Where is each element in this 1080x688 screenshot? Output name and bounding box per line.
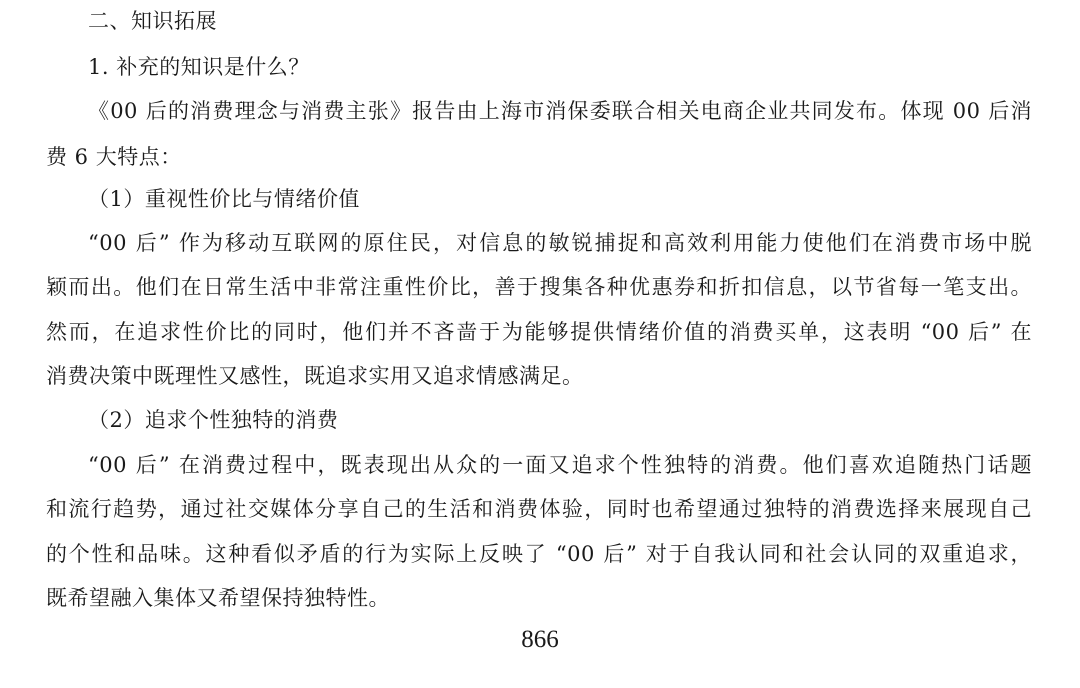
page-number: 866 [521, 626, 559, 653]
point2-paragraph-line: 和流行趋势，通过社交媒体分享自己的生活和消费体验，同时也希望通过独特的消费选择来展现自己 [46, 497, 1032, 521]
point2-paragraph-line: 既希望融入集体又希望保持独特性。 [46, 586, 390, 610]
point2-paragraph-line: 的个性和品味。这种看似矛盾的行为实际上反映了 “00 后” 对于自我认同和社会认同的双重追求， [46, 542, 1032, 566]
point1-paragraph-line: 颖而出。他们在日常生活中非常注重性价比，善于搜集各种优惠券和折扣信息，以节省每一笔支出。 [46, 275, 1032, 299]
point1-paragraph-line: “00 后” 作为移动互联网的原住民，对信息的敏锐捕捉和高效利用能力使他们在消费市场中脱 [88, 231, 1032, 255]
point2-paragraph-line: “00 后” 在消费过程中，既表现出从众的一面又追求个性独特的消费。他们喜欢追随热门话题 [88, 453, 1032, 477]
point1-title: （1）重视性价比与情绪价值 [88, 187, 360, 211]
question-heading: 1. 补充的知识是什么？ [88, 55, 310, 79]
section-heading: 二、知识拓展 [88, 9, 217, 33]
point1-paragraph-line: 消费决策中既理性又感性，既追求实用又追求情感满足。 [46, 364, 584, 388]
intro-line-1: 《00 后的消费理念与消费主张》报告由上海市消保委联合相关电商企业共同发布。体现 00 后消 [88, 99, 1032, 123]
point1-paragraph-line: 然而，在追求性价比的同时，他们并不吝啬于为能够提供情绪价值的消费买单，这表明 “00 后” 在 [46, 320, 1032, 344]
point2-title: （2）追求个性独特的消费 [88, 408, 339, 432]
intro-line-2: 费 6 大特点： [46, 145, 182, 169]
